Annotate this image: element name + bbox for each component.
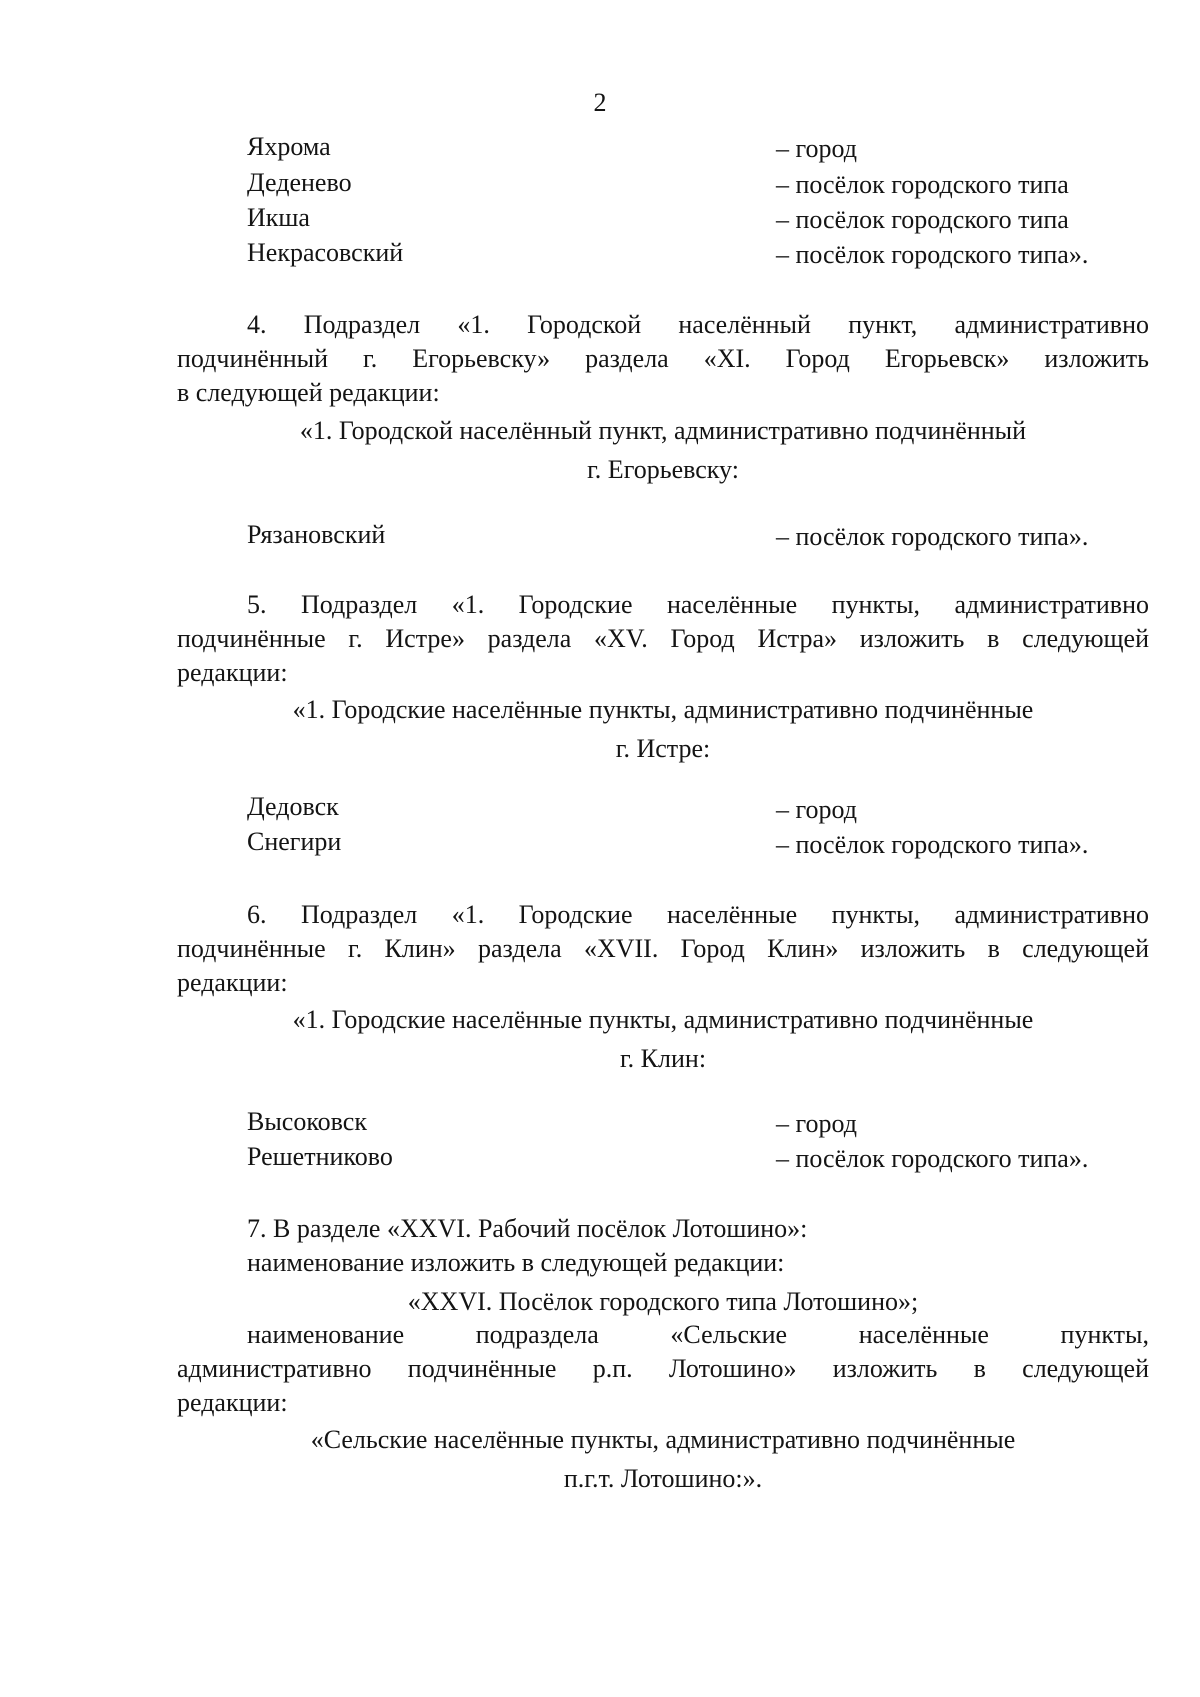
paragraph-item-5 xyxy=(177,588,1149,690)
settlement-name: Высоковск xyxy=(247,1107,367,1136)
settlement-name: Деденево xyxy=(247,168,352,197)
settlement-type: – посёлок городского типа». xyxy=(776,522,1089,551)
settlement-type: – посёлок городского типа». xyxy=(776,240,1089,269)
settlement-type: – посёлок городского типа xyxy=(776,170,1069,199)
paragraph-line: подчинённые г. Клин» раздела «XVII. Город Клин» изложить в следующей xyxy=(177,934,1149,963)
settlement-type: – посёлок городского типа». xyxy=(776,830,1089,859)
quoted-heading: п.г.т. Лотошино:». xyxy=(563,1464,763,1493)
settlement-name: Некрасовский xyxy=(247,238,404,267)
paragraph-line: редакции: xyxy=(177,658,288,687)
quoted-heading: «1. Городские населённые пункты, административно подчинённые xyxy=(292,695,1034,724)
settlement-type: – посёлок городского типа xyxy=(776,205,1069,234)
paragraph-line: административно подчинённые р.п. Лотошино» изложить в следующей xyxy=(177,1354,1149,1383)
quoted-heading: г. Истре: xyxy=(615,734,711,763)
paragraph-item-6 xyxy=(177,898,1149,1000)
quoted-heading: «1. Городские населённые пункты, административно подчинённые xyxy=(292,1005,1034,1034)
settlement-name: Икша xyxy=(247,203,310,232)
settlement-name: Снегири xyxy=(247,827,342,856)
settlement-type: – город xyxy=(776,795,857,824)
item-7-title: 7. В разделе «XXVI. Рабочий посёлок Лотошино»: xyxy=(247,1214,808,1243)
paragraph-item-7 xyxy=(177,1318,1149,1420)
paragraph-line: редакции: xyxy=(177,968,288,997)
paragraph-line: наименование подраздела «Сельские населённые пункты, xyxy=(247,1320,1149,1349)
paragraph-line: 4. Подраздел «1. Городской населённый пункт, административно xyxy=(247,310,1149,339)
paragraph-line: редакции: xyxy=(177,1388,288,1417)
settlement-name: Рязановский xyxy=(247,520,386,549)
paragraph-item-4 xyxy=(177,308,1149,410)
paragraph-line: подчинённые г. Истре» раздела «XV. Город Истра» изложить в следующей xyxy=(177,624,1149,653)
quoted-heading: «XXVI. Посёлок городского типа Лотошино»; xyxy=(407,1287,919,1316)
page-number: 2 xyxy=(593,88,607,117)
settlement-type: – город xyxy=(776,1109,857,1138)
quoted-heading: г. Клин: xyxy=(619,1044,707,1073)
settlement-type: – посёлок городского типа». xyxy=(776,1144,1089,1173)
quoted-heading: г. Егорьевску: xyxy=(587,455,739,484)
paragraph-line: подчинённый г. Егорьевску» раздела «XI. Город Егорьевск» изложить xyxy=(177,344,1149,373)
settlement-type: – город xyxy=(776,134,857,163)
settlement-name: Решетниково xyxy=(247,1142,393,1171)
paragraph-line: 6. Подраздел «1. Городские населённые пункты, административно xyxy=(247,900,1149,929)
paragraph-line: 5. Подраздел «1. Городские населённые пункты, административно xyxy=(247,590,1149,619)
quoted-heading: «1. Городской населённый пункт, административно подчинённый xyxy=(299,416,1027,445)
settlement-name: Дедовск xyxy=(247,792,339,821)
quoted-heading: «Сельские населённые пункты, административно подчинённые xyxy=(310,1425,1016,1454)
paragraph-line: в следующей редакции: xyxy=(177,378,440,407)
settlement-name: Яхрома xyxy=(247,132,331,161)
item-7-instruction: наименование изложить в следующей редакции: xyxy=(247,1248,785,1277)
